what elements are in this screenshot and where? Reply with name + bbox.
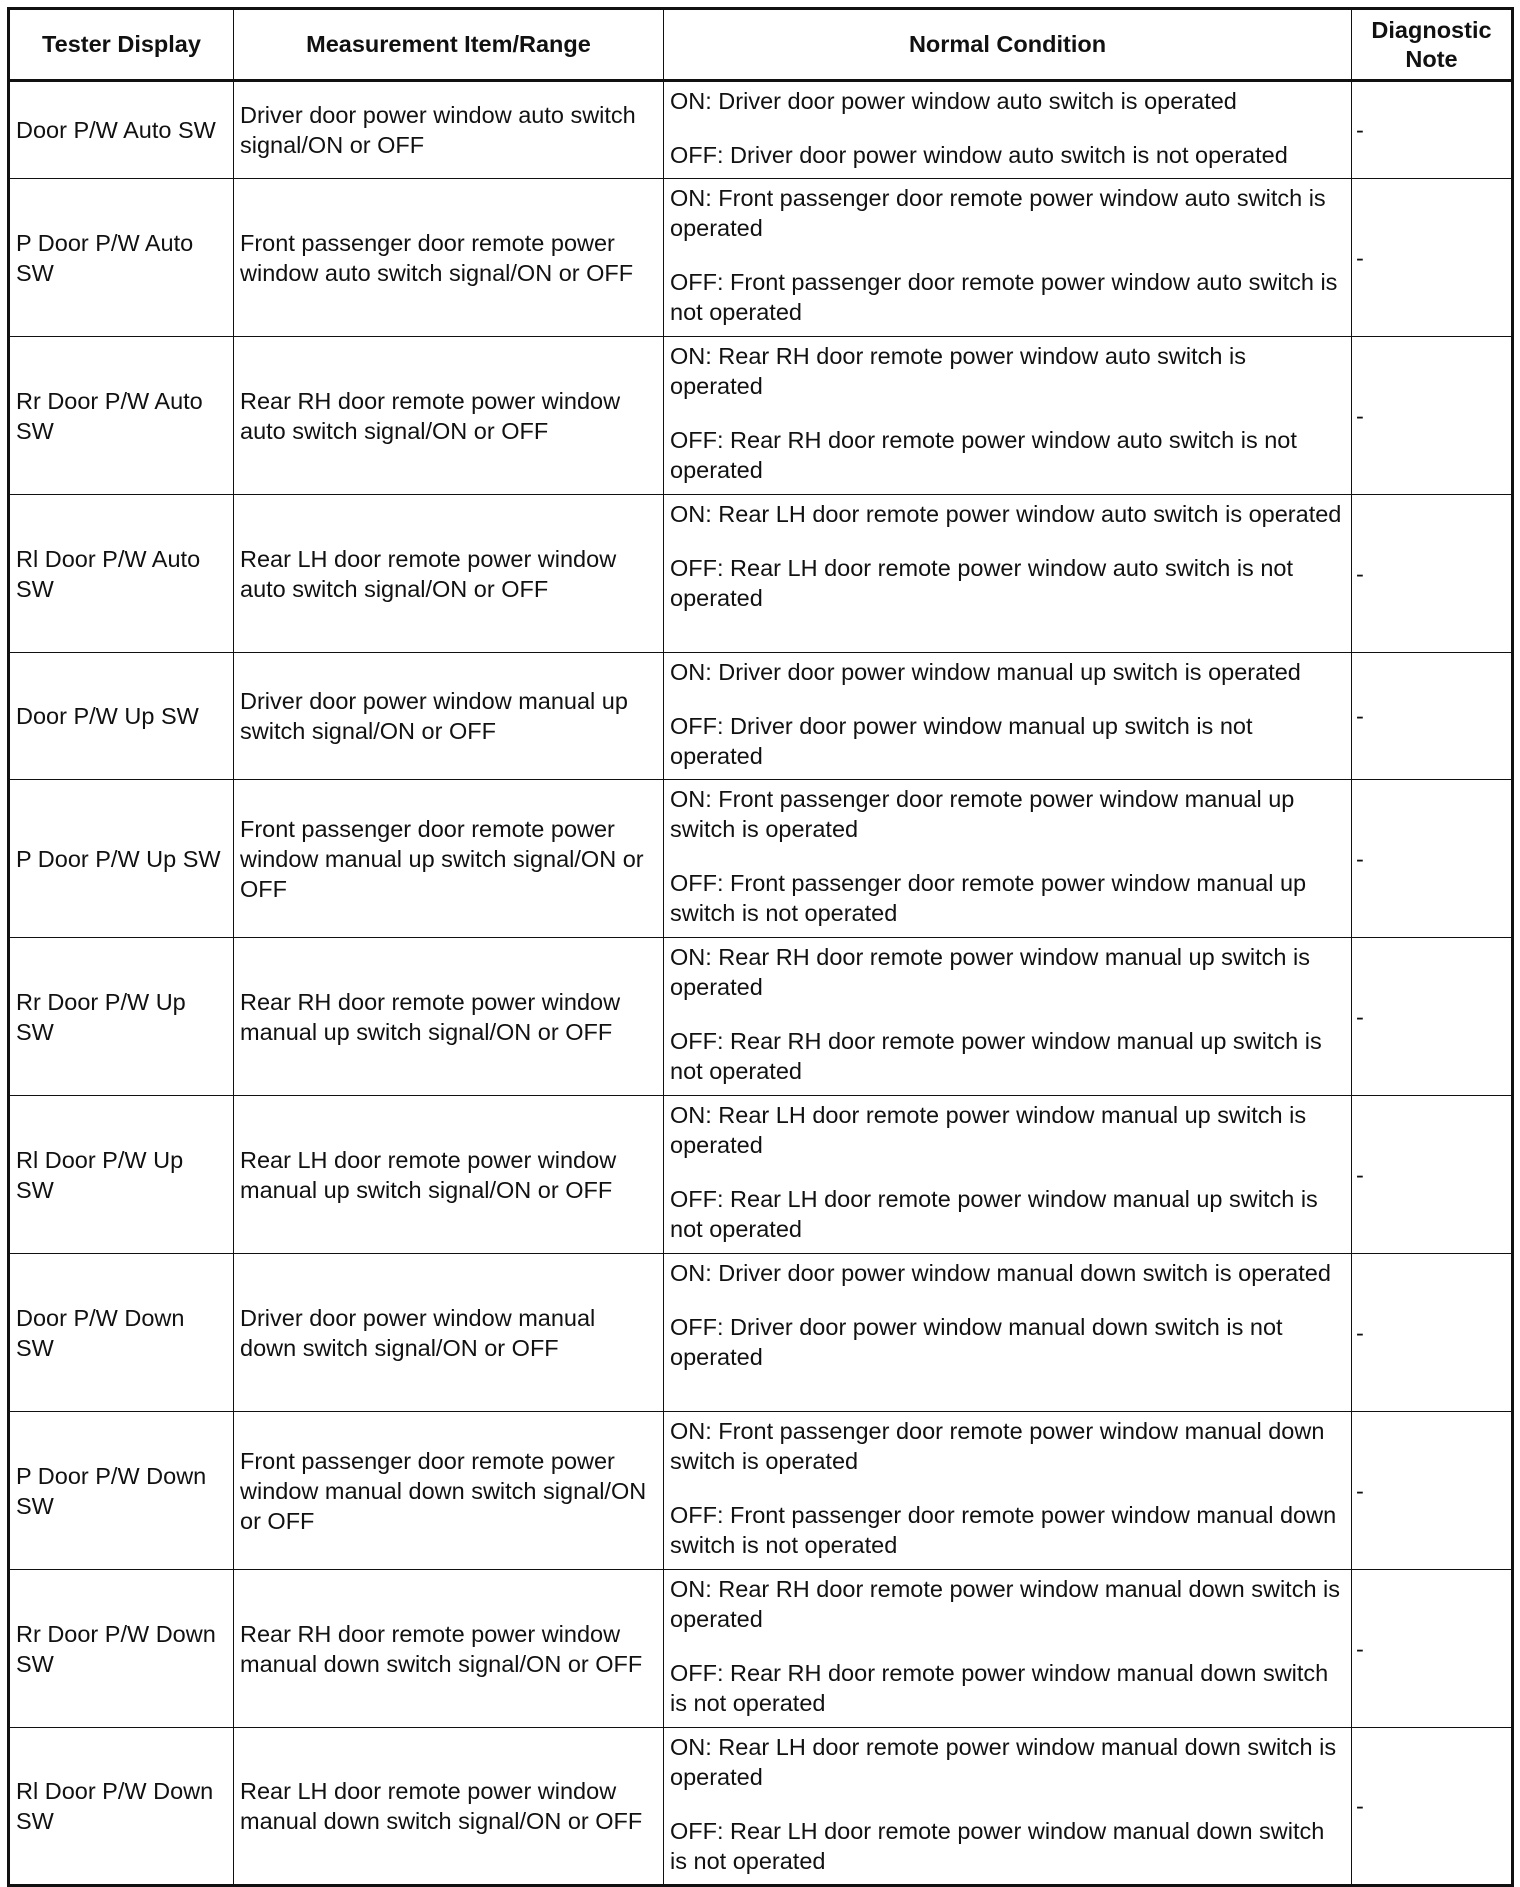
diagnostic-note-cell: - bbox=[1352, 337, 1513, 495]
condition-off-text: OFF: Front passenger door remote power window manual down switch is not operated bbox=[670, 1502, 1337, 1558]
measurement-cell: Rear LH door remote power window manual up switch signal/ON or OFF bbox=[234, 1096, 664, 1254]
header-normal-condition: Normal Condition bbox=[664, 9, 1352, 81]
tester-display-cell: Door P/W Up SW bbox=[9, 653, 234, 780]
diagnostic-note-cell: - bbox=[1352, 1570, 1513, 1728]
measurement-cell: Rear RH door remote power window auto switch signal/ON or OFF bbox=[234, 337, 664, 495]
table-row bbox=[9, 179, 1513, 337]
condition-off-text: OFF: Rear RH door remote power window auto switch is not operated bbox=[670, 427, 1297, 483]
normal-condition-cell bbox=[664, 653, 1352, 780]
normal-condition-cell bbox=[664, 1254, 1352, 1412]
condition-on-text: ON: Driver door power window manual down switch is operated bbox=[670, 1260, 1331, 1286]
condition-on-text: ON: Front passenger door remote power window manual up switch is operated bbox=[670, 786, 1295, 842]
condition-off-text: OFF: Driver door power window manual down switch is not operated bbox=[670, 1314, 1283, 1370]
tester-display-cell: Rl Door P/W Auto SW bbox=[9, 495, 234, 653]
condition-off-text: OFF: Driver door power window manual up switch is not operated bbox=[670, 713, 1253, 769]
table-header-row bbox=[9, 9, 1513, 81]
table-row bbox=[9, 337, 1513, 495]
condition-off-text: OFF: Rear LH door remote power window manual down switch is not operated bbox=[670, 1818, 1325, 1874]
condition-on-text: ON: Rear RH door remote power window manual up switch is operated bbox=[670, 944, 1310, 1000]
condition-off-text: OFF: Rear LH door remote power window auto switch is not operated bbox=[670, 555, 1294, 611]
diagnostic-note-cell: - bbox=[1352, 1254, 1513, 1412]
table-row bbox=[9, 1096, 1513, 1254]
table-row bbox=[9, 81, 1513, 179]
diagnostic-note-cell: - bbox=[1352, 1096, 1513, 1254]
normal-condition-cell bbox=[664, 179, 1352, 337]
measurement-cell: Driver door power window manual up switch signal/ON or OFF bbox=[234, 653, 664, 780]
measurement-cell: Front passenger door remote power window manual down switch signal/ON or OFF bbox=[234, 1412, 664, 1570]
data-list-table bbox=[7, 7, 1514, 1887]
measurement-cell: Rear LH door remote power window auto switch signal/ON or OFF bbox=[234, 495, 664, 653]
condition-on-text: ON: Rear RH door remote power window auto switch is operated bbox=[670, 343, 1246, 399]
tester-display-cell: Door P/W Auto SW bbox=[9, 81, 234, 179]
condition-off-text: OFF: Front passenger door remote power window manual up switch is not operated bbox=[670, 870, 1307, 926]
measurement-cell: Rear RH door remote power window manual up switch signal/ON or OFF bbox=[234, 938, 664, 1096]
tester-display-cell: Rl Door P/W Up SW bbox=[9, 1096, 234, 1254]
measurement-cell: Driver door power window manual down switch signal/ON or OFF bbox=[234, 1254, 664, 1412]
tester-display-cell: Rr Door P/W Down SW bbox=[9, 1570, 234, 1728]
diagnostic-note-cell: - bbox=[1352, 780, 1513, 938]
table-row bbox=[9, 495, 1513, 653]
measurement-cell: Rear LH door remote power window manual down switch signal/ON or OFF bbox=[234, 1728, 664, 1886]
diagnostic-note-cell: - bbox=[1352, 179, 1513, 337]
normal-condition-cell bbox=[664, 1728, 1352, 1886]
diagnostic-note-cell: - bbox=[1352, 1412, 1513, 1570]
header-diagnostic-note: Diagnostic Note bbox=[1352, 9, 1513, 81]
tester-display-cell: Rr Door P/W Up SW bbox=[9, 938, 234, 1096]
table-row bbox=[9, 780, 1513, 938]
normal-condition-cell bbox=[664, 337, 1352, 495]
tester-display-cell: Rl Door P/W Down SW bbox=[9, 1728, 234, 1886]
tester-display-cell: P Door P/W Up SW bbox=[9, 780, 234, 938]
header-measurement-item: Measurement Item/Range bbox=[234, 9, 664, 81]
normal-condition-cell bbox=[664, 1412, 1352, 1570]
measurement-cell: Rear RH door remote power window manual down switch signal/ON or OFF bbox=[234, 1570, 664, 1728]
condition-off-text: OFF: Rear RH door remote power window manual up switch is not operated bbox=[670, 1028, 1322, 1084]
normal-condition-cell bbox=[664, 81, 1352, 179]
data-list-table-container bbox=[7, 7, 1511, 1879]
tester-display-cell: P Door P/W Down SW bbox=[9, 1412, 234, 1570]
table-row bbox=[9, 1254, 1513, 1412]
measurement-cell: Driver door power window auto switch signal/ON or OFF bbox=[234, 81, 664, 179]
measurement-cell: Front passenger door remote power window auto switch signal/ON or OFF bbox=[234, 179, 664, 337]
condition-on-text: ON: Driver door power window manual up switch is operated bbox=[670, 659, 1301, 685]
condition-off-text: OFF: Rear LH door remote power window manual up switch is not operated bbox=[670, 1186, 1318, 1242]
normal-condition-cell bbox=[664, 1570, 1352, 1728]
condition-on-text: ON: Driver door power window auto switch is operated bbox=[670, 88, 1237, 114]
condition-on-text: ON: Rear LH door remote power window manual up switch is operated bbox=[670, 1102, 1307, 1158]
table-row bbox=[9, 653, 1513, 780]
condition-on-text: ON: Rear RH door remote power window manual down switch is operated bbox=[670, 1576, 1341, 1632]
condition-off-text: OFF: Front passenger door remote power window auto switch is not operated bbox=[670, 269, 1338, 325]
normal-condition-cell bbox=[664, 938, 1352, 1096]
diagnostic-note-cell: - bbox=[1352, 938, 1513, 1096]
diagnostic-note-cell: - bbox=[1352, 81, 1513, 179]
condition-on-text: ON: Front passenger door remote power window auto switch is operated bbox=[670, 185, 1326, 241]
condition-off-text: OFF: Driver door power window auto switch is not operated bbox=[670, 142, 1288, 168]
tester-display-cell: Rr Door P/W Auto SW bbox=[9, 337, 234, 495]
header-tester-display: Tester Display bbox=[9, 9, 234, 81]
diagnostic-note-cell: - bbox=[1352, 495, 1513, 653]
condition-on-text: ON: Front passenger door remote power window manual down switch is operated bbox=[670, 1418, 1325, 1474]
table-row bbox=[9, 1412, 1513, 1570]
tester-display-cell: P Door P/W Auto SW bbox=[9, 179, 234, 337]
measurement-cell: Front passenger door remote power window manual up switch signal/ON or OFF bbox=[234, 780, 664, 938]
diagnostic-note-cell: - bbox=[1352, 653, 1513, 780]
condition-on-text: ON: Rear LH door remote power window auto switch is operated bbox=[670, 501, 1342, 527]
normal-condition-cell bbox=[664, 495, 1352, 653]
table-row bbox=[9, 938, 1513, 1096]
table-row bbox=[9, 1570, 1513, 1728]
table-row bbox=[9, 1728, 1513, 1886]
condition-on-text: ON: Rear LH door remote power window manual down switch is operated bbox=[670, 1734, 1337, 1790]
normal-condition-cell bbox=[664, 1096, 1352, 1254]
diagnostic-note-cell: - bbox=[1352, 1728, 1513, 1886]
tester-display-cell: Door P/W Down SW bbox=[9, 1254, 234, 1412]
condition-off-text: OFF: Rear RH door remote power window manual down switch is not operated bbox=[670, 1660, 1329, 1716]
normal-condition-cell bbox=[664, 780, 1352, 938]
